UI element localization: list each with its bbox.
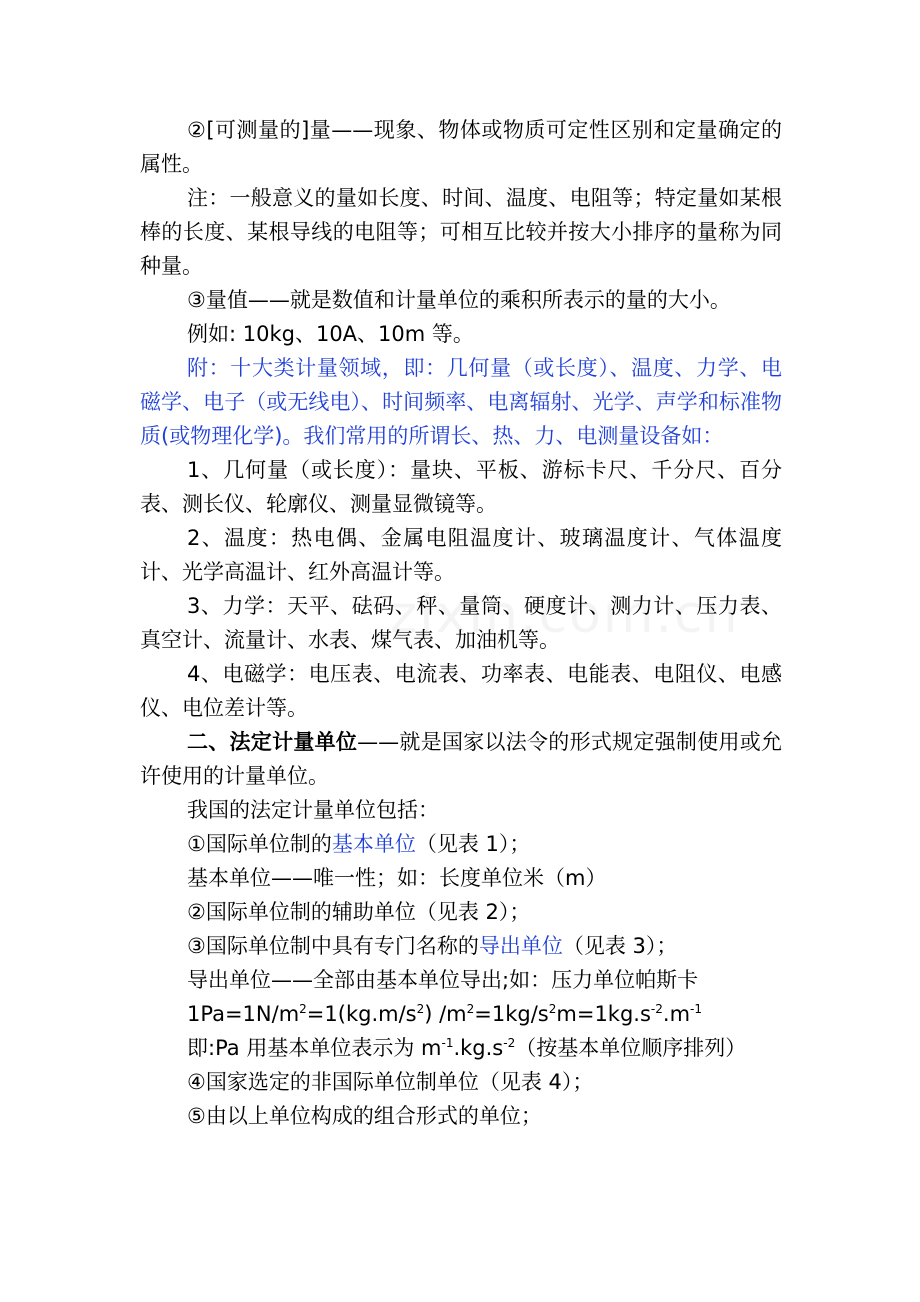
formula-sup: 2 — [548, 1002, 557, 1016]
paragraph-example: 例如: 10kg、10A、10m 等。 — [187, 322, 474, 346]
text-span: （见表 3）； — [562, 934, 678, 958]
document-body — [140, 113, 782, 1133]
list-item-geometric: 1、几何量（或长度）：量块、平板、游标卡尺、千分尺、百分表、测长仪、轮廓仪、测量显微镜等。 — [140, 458, 782, 516]
list-item-electromagnetism: 4、电磁学：电压表、电流表、功率表、电能表、电阻仪、电感仪、电位差计等。 — [140, 662, 782, 720]
formula-sup: -2 — [650, 1002, 663, 1016]
formula-text: 即:Pa 用基本单位表示为 m — [187, 1036, 442, 1060]
formula-text: =1(kg.m/s — [306, 1002, 417, 1026]
formula-sup: 2 — [466, 1002, 475, 1016]
paragraph-pa-base-units — [140, 1031, 782, 1065]
formula-sup: 2 — [299, 1002, 307, 1016]
paragraph-derived-unit-note: 导出单位——全部由基本单位导出;如：压力单位帕斯卡 — [187, 968, 699, 992]
paragraph-derived-units — [140, 929, 782, 963]
paragraph-quantity-definition: ②[可测量的]量——现象、物体或物质可定性区别和定量确定的属性。 — [140, 118, 782, 176]
paragraph-appendix-fields: 附：十大类计量领域，即：几何量（或长度）、温度、力学、电磁学、电子（或无线电）、时间频率、电离辐射、光学、声学和标准物质(或物理化学)。我们常用的所谓长、热、力、电测量设备如： — [140, 356, 782, 448]
formula-text: 1Pa=1N/m — [187, 1002, 300, 1026]
text-span: ①国际单位制的 — [187, 832, 332, 856]
paragraph-base-unit-note: 基本单位——唯一性；如：长度单位米（m） — [187, 866, 607, 890]
list-item-temperature: 2、温度：热电偶、金属电阻温度计、玻璃温度计、气体温度计、光学高温计、红外高温计等。 — [140, 526, 782, 584]
formula-text: （按基本单位顺序排列） — [515, 1036, 747, 1060]
formula-text: .kg.s — [453, 1036, 504, 1060]
formula-text: =1kg/s — [474, 1002, 549, 1026]
list-item-mechanics: 3、力学：天平、砝码、秤、量筒、硬度计、测力计、压力表、真空计、流量计、水表、煤气表、加油机等。 — [140, 594, 782, 652]
derived-units-link[interactable]: 导出单位 — [478, 934, 563, 958]
text-span: （见表 1）； — [415, 832, 531, 856]
paragraph-quantity-value: ③量值——就是数值和计量单位的乘积所表示的量的大小。 — [187, 288, 731, 312]
section-heading-rest: ——就是国家以法令的形式规定强制使用或允许使用的计量单位。 — [140, 730, 783, 788]
formula-sup: -1 — [690, 1002, 702, 1016]
paragraph-supplementary-units: ②国际单位制的辅助单位（见表 2）； — [187, 900, 531, 924]
paragraph-units-include: 我国的法定计量单位包括： — [187, 798, 439, 822]
paragraph-base-units — [140, 827, 782, 861]
paragraph-non-si-units: ④国家选定的非国际单位制单位（见表 4）； — [187, 1070, 594, 1094]
formula-pascal — [140, 997, 782, 1031]
formula-text: ) /m — [424, 1002, 467, 1026]
section-legal-units — [140, 725, 782, 793]
paragraph-combined-units: ⑤由以上单位构成的组合形式的单位； — [187, 1104, 542, 1128]
paragraph-note: 注：一般意义的量如长度、时间、温度、电阻等；特定量如某根棒的长度、某根导线的电阻等；可相互比较并按大小排序的量称为同种量。 — [140, 186, 782, 278]
formula-sup: 2 — [416, 1002, 425, 1016]
base-units-link[interactable]: 基本单位 — [331, 832, 416, 856]
formula-text: m=1kg.s — [556, 1002, 651, 1026]
text-span: ③国际单位制中具有专门名称的 — [187, 934, 479, 958]
formula-sup: -1 — [441, 1036, 454, 1050]
section-heading: 二、法定计量单位 — [187, 730, 358, 754]
formula-sup: -2 — [503, 1036, 516, 1050]
formula-text: .m — [662, 1002, 691, 1026]
